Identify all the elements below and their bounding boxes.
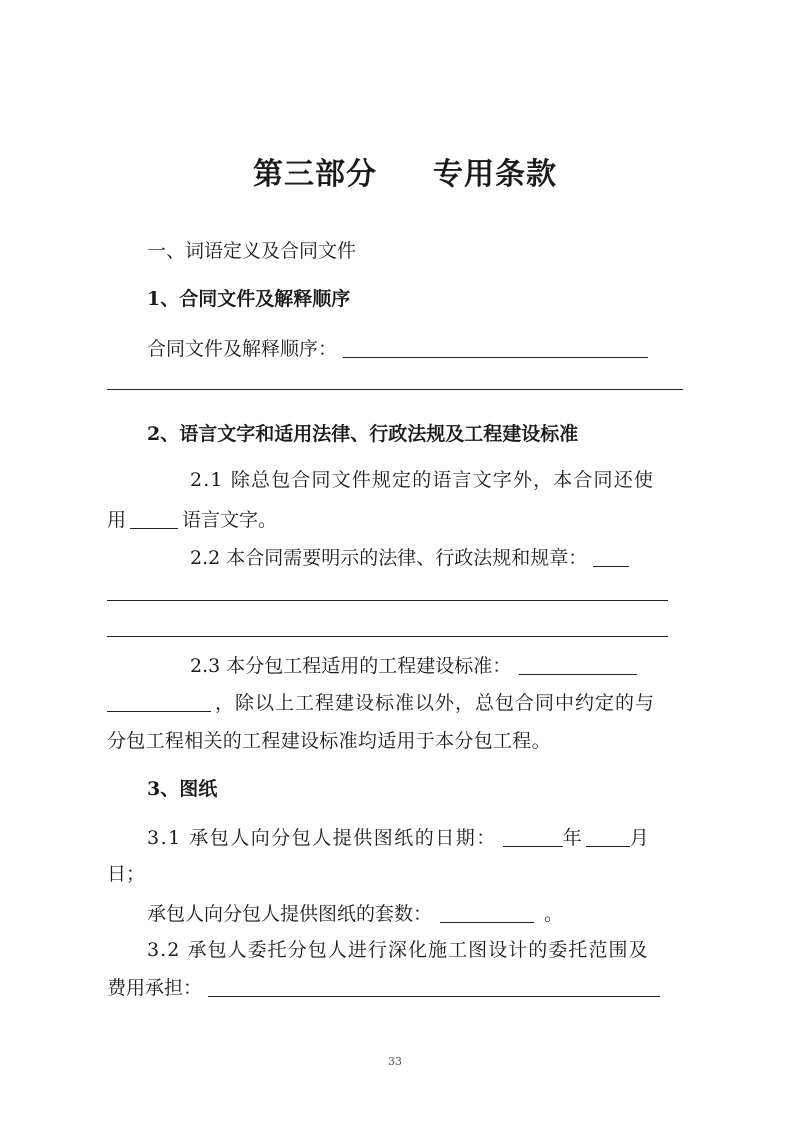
page-number: 33 [388, 1055, 402, 1068]
clause-3-2-line2 [107, 976, 660, 1000]
clause-2-2-label: 2.2 本合同需要明示的法律、行政法规和规章： [190, 547, 588, 569]
clause-2-1-line1: 2.1 除总包合同文件规定的语言文字外，本合同还使 [190, 469, 655, 491]
clause-2-3-line3: 分包工程相关的工程建设标准均适用于本分包工程。 [107, 730, 551, 752]
clause-2-3-line1 [190, 654, 637, 678]
month-blank[interactable] [586, 828, 630, 847]
title-part: 第三部分 [253, 157, 377, 192]
sets-end: 。 [544, 903, 564, 925]
clause-3-1-sets [147, 902, 563, 926]
laws-blank-line3[interactable] [107, 636, 668, 637]
standards-blank-cont[interactable] [107, 693, 211, 712]
clause-2-heading: 2、语言文字和适用法律、行政法规及工程建设标准 [147, 423, 579, 445]
language-blank[interactable] [130, 510, 178, 529]
contract-docs-blank[interactable] [343, 339, 648, 358]
clause-3-1-line1 [147, 826, 649, 850]
page-title [253, 157, 557, 193]
clause-2-3-line2 [107, 691, 655, 715]
clause-3-1-line2: 日； [107, 863, 146, 885]
laws-blank[interactable] [593, 548, 629, 567]
design-scope-blank[interactable] [208, 978, 660, 997]
clause-2-3-label: 2.3 本分包工程适用的工程建设标准： [190, 655, 512, 677]
sets-label: 承包人向分包人提供图纸的套数： [147, 903, 433, 925]
year-label: 年 [562, 827, 582, 849]
contract-docs-blank-line2[interactable] [107, 389, 683, 390]
clause-3-2-label: 费用承担： [107, 977, 203, 999]
month-label: 月 [629, 827, 649, 849]
clause-2-1-line2 [107, 508, 277, 532]
clause-1-heading: 1、合同文件及解释顺序 [147, 288, 351, 310]
clause-1-label [147, 337, 648, 361]
year-blank[interactable] [503, 828, 563, 847]
clause-2-3-continuation: ，除以上工程建设标准以外，总包合同中约定的与 [215, 692, 656, 714]
clause-2-1-suffix: 语言文字。 [182, 509, 278, 531]
section-heading-definitions: 一、词语定义及合同文件 [147, 240, 357, 262]
clause-3-1-label: 3.1 承包人向分包人提供图纸的日期： [147, 827, 497, 849]
clause-2-1-prefix: 用 [107, 509, 127, 531]
standards-blank[interactable] [519, 656, 637, 675]
sets-blank[interactable] [440, 904, 534, 923]
clause-2-2-line [190, 546, 629, 570]
clause-3-2-line1: 3.2 承包人委托分包人进行深化施工图设计的委托范围及 [147, 939, 649, 961]
contract-docs-label: 合同文件及解释顺序： [147, 338, 338, 360]
clause-3-heading: 3、图纸 [147, 778, 218, 800]
title-name: 专用条款 [433, 157, 557, 192]
laws-blank-line2[interactable] [107, 600, 668, 601]
